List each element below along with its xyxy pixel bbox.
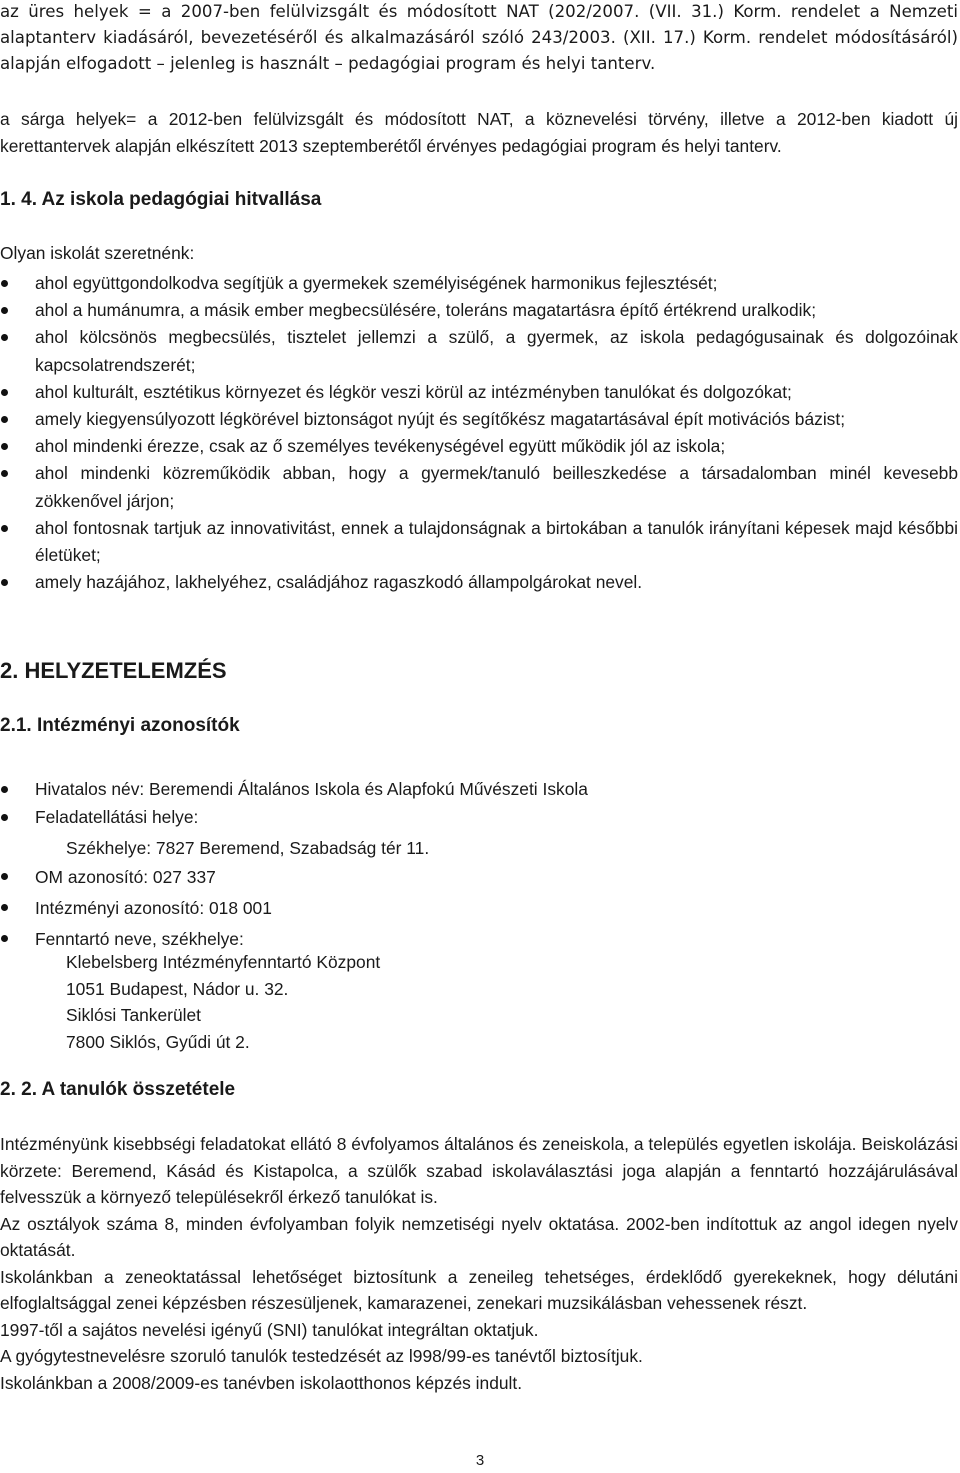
maintainer-line: Siklósi Tankerület bbox=[66, 1005, 202, 1026]
institution-identifiers bbox=[0, 775, 958, 831]
paragraph: Az osztályok száma 8, minden évfolyamban folyik nemzetiségi nyelv oktatása. 2002-ben indítottuk az angol idegen nyelv oktatását. bbox=[0, 1213, 958, 1260]
maintainer-label: Fenntartó neve, székhelye: bbox=[0, 924, 958, 955]
paragraph: A gyógytestnevelésre szoruló tanulók testedzését az l998/99-es tanévtől biztosítjuk. bbox=[0, 1346, 643, 1366]
page-number: 3 bbox=[475, 1452, 485, 1469]
paragraph: 1997-től a sajátos nevelési igényű (SNI) tanulókat integráltan oktatjuk. bbox=[0, 1319, 539, 1340]
maintainer-line: Klebelsberg Intézményfenntartó Központ bbox=[66, 952, 381, 972]
om-identifier: OM azonosító: 027 337 bbox=[0, 862, 958, 893]
task-location-label: Feladatellátási helye: bbox=[0, 803, 958, 831]
list-item: ahol fontosnak tartjuk az innovativitást, ennek a tulajdonságnak a birtokában a tanulók irányítani képesek majd későbbi életüket; bbox=[0, 515, 958, 569]
legend-paragraph-yellow-fields: a sárga helyek= a 2012-ben felülvizsgált és módosított NAT, a köznevelési törvény, illetve a 2012-ben kiadott új kerettantervek alapján elkészített 2013 szeptemberétől érvényes pedagógiai program és helyi tanterv. bbox=[0, 109, 958, 156]
list-item: ahol együttgondolkodva segítjük a gyermekek személyiségének harmonikus fejlesztését; bbox=[0, 270, 958, 297]
maintainer-line: 1051 Budapest, Nádor u. 32. bbox=[66, 978, 289, 999]
credo-list bbox=[0, 270, 958, 596]
lead-sentence: Olyan iskolát szeretnénk: bbox=[0, 243, 195, 263]
paragraph: Iskolánkban a zeneoktatással lehetőséget biztosítunk a zeneileg tehetséges, érdeklődő gyerekeknek, hogy délutáni elfoglaltsággal zenei képzésben részesüljenek, kamarazenei, zenekari muzsikálásban vehessenek részt. bbox=[0, 1266, 958, 1313]
paragraph: Intézményünk kisebbségi feladatokat ellátó 8 évfolyamos általános és zeneiskola, a település egyetlen iskolája. Beiskolázási körzete: Beremend, Kásád és Kistapolca, a szülők szabad iskolaválasztási joga alapján a fenntartó hozzájárulásával felvesszük a környező településekről érkező tanulókat is. bbox=[0, 1134, 958, 1207]
list-item: ahol mindenki közreműködik abban, hogy a gyermek/tanuló beilleszkedése a társadalomban minél kevesebb zökkenővel járjon; bbox=[0, 460, 958, 514]
legend-paragraph-empty-fields: az üres helyek = a 2007-ben felülvizsgált és módosított NAT (202/2007. (VII. 31.) Korm. rendelet a Nemzeti alaptanterv kiadásáról, bevezetéséről és alkalmazásáról szóló 243/2003. (XII. 17.) Korm. rendelet módosításáról) alapján elfogadott – jelenleg is használt – pedagógiai program és helyi tanterv. bbox=[0, 2, 958, 73]
list-item: ahol kulturált, esztétikus környezet és légkör veszi körül az intézményben tanulókat és dolgozókat; bbox=[0, 379, 958, 406]
institution-ids bbox=[0, 862, 958, 955]
list-item: amely kiegyensúlyozott légkörével biztonságot nyújt és segítőkész magatartásával épít motivációs bázist; bbox=[0, 406, 958, 433]
heading-2: 2. HELYZETELEMZÉS bbox=[0, 658, 227, 683]
seat-address: Székhelye: 7827 Beremend, Szabadság tér 11. bbox=[66, 838, 430, 858]
maintainer-block bbox=[0, 949, 960, 1056]
paragraph: Iskolánkban a 2008/2009-es tanévben iskolaotthonos képzés indult. bbox=[0, 1372, 523, 1393]
list-item: amely hazájához, lakhelyéhez, családjához ragaszkodó állampolgárokat nevel. bbox=[0, 569, 958, 596]
maintainer-line: 7800 Siklós, Gyűdi út 2. bbox=[66, 1032, 250, 1053]
list-item: ahol kölcsönös megbecsülés, tisztelet jellemzi a szülő, a gyermek, az iskola pedagógusainak és dolgozóinak kapcsolatrendszerét; bbox=[0, 324, 958, 378]
heading-2-1: 2.1. Intézményi azonosítók bbox=[0, 715, 240, 736]
heading-1-4: 1. 4. Az iskola pedagógiai hitvallása bbox=[0, 189, 322, 210]
official-name: Hivatalos név: Beremendi Általános Iskola és Alapfokú Művészeti Iskola bbox=[0, 775, 958, 803]
students-section-body bbox=[0, 1131, 958, 1396]
heading-2-2: 2. 2. A tanulók összetétele bbox=[0, 1079, 236, 1100]
institution-identifier: Intézményi azonosító: 018 001 bbox=[0, 893, 958, 924]
list-item: ahol a humánumra, a másik ember megbecsülésére, toleráns magatartásra építő értékrend uralkodik; bbox=[0, 297, 958, 324]
list-item: ahol mindenki érezze, csak az ő személyes tevékenységével együtt működik jól az iskola; bbox=[0, 433, 958, 460]
